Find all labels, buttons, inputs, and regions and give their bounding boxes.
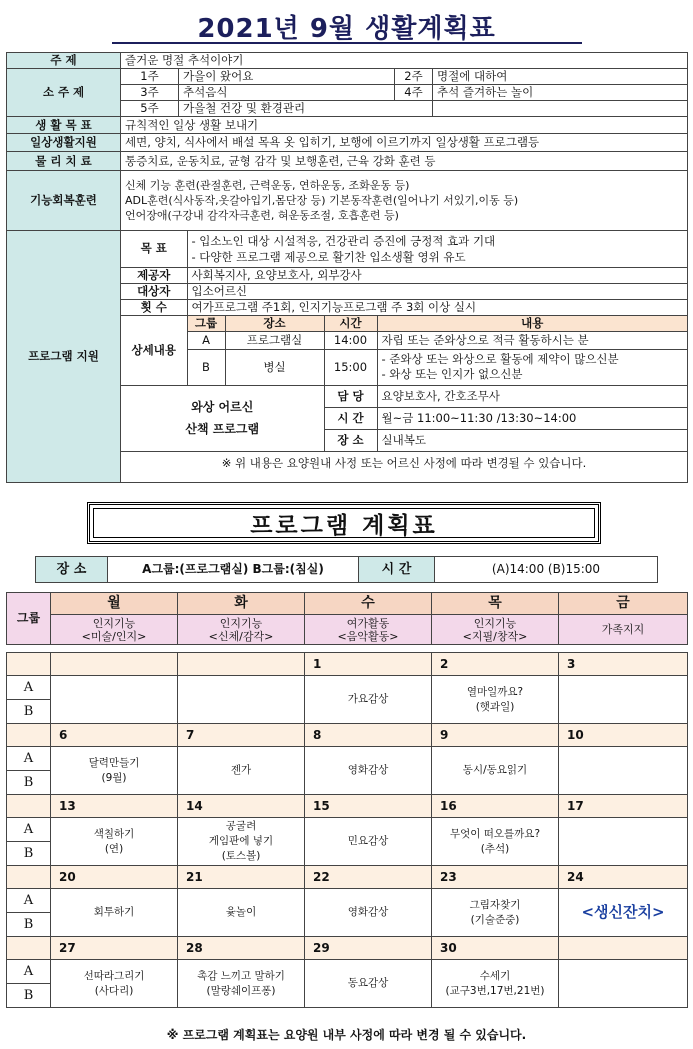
activity-cell	[559, 676, 688, 724]
activity-line: <생신잔치>	[581, 903, 665, 921]
plan-note: ※ 위 내용은 요양원내 사정 또는 어르신 사정에 따라 변경될 수 있습니다.	[121, 451, 687, 475]
program-label: 프로그램 지원	[7, 231, 121, 483]
activity-line: 젠가	[230, 764, 252, 776]
theme-value: 즐거운 명절 추석이야기	[121, 53, 688, 69]
walk-label-line: 산책 프로그램	[185, 422, 260, 436]
activity-cell	[305, 676, 432, 724]
activity-line: 무엇이 떠오를까요?	[449, 827, 541, 840]
activity-cell	[305, 747, 432, 795]
place-value: A그룹:(프로그램실) B그룹:(침실)	[108, 557, 359, 583]
time-value: (A)14:00 (B)15:00	[435, 557, 658, 583]
week-date-spacer	[7, 937, 51, 960]
plan-table	[6, 52, 688, 483]
rehab-label: 기능회복훈련	[7, 171, 121, 231]
subtheme-week: 3주	[121, 85, 179, 101]
footer-note: ※ 프로그램 계획표는 요양원 내부 사정에 따라 변경 될 수 있습니다.	[166, 1028, 527, 1042]
activity-cell	[432, 676, 559, 724]
goal-value: 규칙적인 일상 생활 보내기	[121, 117, 688, 134]
activity-cell	[305, 960, 432, 1008]
rehab-line: 신체 기능 훈련(관절훈련, 근력운동, 연하운동, 조화운동 등)	[125, 179, 410, 192]
program-detail	[121, 231, 688, 483]
place-label: 장 소	[36, 557, 108, 583]
goal-label: 생 활 목 표	[7, 117, 121, 134]
activity-line: 색칠하기	[93, 827, 135, 840]
detail-header-group: 그룹	[187, 315, 225, 331]
activity-line: 가요감상	[347, 693, 389, 705]
detail-header-time: 시간	[324, 315, 377, 331]
detail-label: 상세내용	[121, 315, 187, 385]
day-sub2: <미술/인지>	[81, 629, 147, 643]
activity-line: (추석)	[480, 842, 510, 855]
count-value: 여가프로그램 주1회, 인지기능프로그램 주 3회 이상 실시	[187, 299, 687, 315]
detail-place: 프로그램실	[225, 331, 324, 349]
day-header-fri: 금	[559, 593, 688, 615]
activity-cell	[305, 889, 432, 937]
subtheme-week: 4주	[395, 85, 433, 101]
activity-cell	[432, 960, 559, 1008]
group-b-label: B	[7, 984, 51, 1008]
date-number: 8	[305, 724, 432, 747]
date-number: 9	[432, 724, 559, 747]
group-header: 그룹	[7, 593, 51, 645]
date-number: 17	[559, 795, 688, 818]
walk-row-label: 담 당	[324, 385, 377, 407]
activity-line: 영화감상	[347, 764, 389, 776]
program-inner-table	[121, 231, 687, 475]
activity-line: 동시/동요읽기	[462, 764, 528, 776]
activity-cell	[51, 889, 178, 937]
day-header-tue: 화	[178, 593, 305, 615]
target-value: 입소어르신	[187, 283, 687, 299]
date-number: 13	[51, 795, 178, 818]
date-number: 20	[51, 866, 178, 889]
subtheme-label: 소 주 제	[7, 69, 121, 117]
theme-label: 주 제	[7, 53, 121, 69]
group-a-label: A	[7, 676, 51, 700]
week-date-spacer	[7, 795, 51, 818]
activity-cell	[178, 676, 305, 724]
day-sub1: 인지기능	[92, 616, 136, 630]
day-sub2: <지필/창작>	[462, 629, 528, 643]
activity-cell	[432, 747, 559, 795]
subtheme-week: 2주	[395, 69, 433, 85]
activity-cell	[51, 818, 178, 866]
activity-cell	[559, 747, 688, 795]
activity-line: 게임판에 넣기	[208, 835, 274, 847]
detail-content	[377, 349, 687, 385]
activity-cell	[305, 818, 432, 866]
date-number	[51, 653, 178, 676]
count-label: 횟 수	[121, 299, 187, 315]
goal2-line: - 다양한 프로그램 제공으로 활기찬 입소생활 영위 유도	[191, 249, 466, 264]
day-sub1: 인지기능	[473, 616, 517, 630]
activity-cell	[559, 889, 688, 937]
week-date-spacer	[7, 866, 51, 889]
detail-content-line: - 준와상 또는 와상으로 활동에 제약이 많으신분	[381, 352, 619, 366]
date-number: 3	[559, 653, 688, 676]
detail-content-line: - 와상 또는 인지가 없으신분	[381, 367, 523, 381]
program-calendar	[6, 652, 688, 1008]
activity-line: 수세기	[479, 969, 511, 982]
activity-line: (기술준중)	[470, 913, 520, 926]
activity-line: 동요감상	[347, 977, 389, 989]
activity-cell	[178, 960, 305, 1008]
date-number: 16	[432, 795, 559, 818]
activity-cell	[51, 960, 178, 1008]
activity-line: 선따라그리기	[83, 969, 145, 982]
subtheme-text: 추석음식	[179, 85, 395, 101]
date-number: 2	[432, 653, 559, 676]
detail-group: A	[187, 331, 225, 349]
activity-cell	[51, 747, 178, 795]
date-number: 29	[305, 937, 432, 960]
day-sub1: 여가활동	[346, 616, 390, 630]
walk-row-label: 시 간	[324, 407, 377, 429]
day-sub-tue	[178, 615, 305, 645]
group-b-label: B	[7, 842, 51, 866]
walk-row-value: 요양보호사, 간호조무사	[377, 385, 687, 407]
activity-line: (말랑쉐이프퐁)	[206, 984, 276, 997]
activity-cell	[432, 818, 559, 866]
activity-line: (교구3번,17번,21번)	[445, 984, 545, 997]
goal2-value	[187, 231, 687, 267]
date-number: 28	[178, 937, 305, 960]
activity-line: 촉감 느끼고 말하기	[197, 969, 285, 982]
time-label: 시 간	[359, 557, 435, 583]
detail-header-content: 내용	[377, 315, 687, 331]
activity-cell	[432, 889, 559, 937]
subtheme-text: 추석 즐겨하는 놀이	[433, 85, 688, 101]
activity-cell	[178, 889, 305, 937]
detail-time: 14:00	[324, 331, 377, 349]
detail-time: 15:00	[324, 349, 377, 385]
rehab-value	[121, 171, 688, 231]
rehab-line: ADL훈련(식사동작,옷갈아입기,몸단장 등) 기본동작훈련(일어나기 서있기,이동 등)	[125, 194, 519, 207]
therapy-label: 물 리 치 료	[7, 152, 121, 171]
detail-group: B	[187, 349, 225, 385]
target-label: 대상자	[121, 283, 187, 299]
day-header-wed: 수	[305, 593, 432, 615]
subtheme-week: 1주	[121, 69, 179, 85]
walk-row-label: 장 소	[324, 429, 377, 451]
activity-cell	[559, 960, 688, 1008]
date-number: 21	[178, 866, 305, 889]
day-header-mon: 월	[51, 593, 178, 615]
group-a-label: A	[7, 960, 51, 984]
walk-row-value: 실내복도	[377, 429, 687, 451]
day-sub1: 인지기능	[219, 616, 263, 630]
activity-line: 달력만들기	[88, 756, 140, 769]
goal2-label: 목 표	[121, 231, 187, 267]
group-b-label: B	[7, 913, 51, 937]
activity-line: (사다리)	[94, 984, 134, 997]
place-time-bar	[35, 556, 658, 583]
activity-line: 회투하기	[93, 906, 135, 918]
group-b-label: B	[7, 700, 51, 724]
detail-place: 병실	[225, 349, 324, 385]
activity-line: (연)	[104, 842, 124, 855]
group-b-label: B	[7, 771, 51, 795]
date-number: 27	[51, 937, 178, 960]
activity-cell	[178, 818, 305, 866]
activity-cell	[559, 818, 688, 866]
daily-value: 세면, 양치, 식사에서 배설 목욕 옷 입히기, 보행에 이르기까지 일상생활 프로그램등	[121, 134, 688, 152]
day-sub-thu	[432, 615, 559, 645]
day-sub-wed	[305, 615, 432, 645]
week-date-spacer	[7, 724, 51, 747]
day-sub1: 가족지지	[601, 623, 645, 636]
week-date-spacer	[7, 653, 51, 676]
detail-content: 자립 또는 준와상으로 적극 활동하시는 분	[377, 331, 687, 349]
group-a-label: A	[7, 889, 51, 913]
activity-line: 윷놀이	[225, 906, 257, 918]
date-number: 23	[432, 866, 559, 889]
date-number: 30	[432, 937, 559, 960]
activity-line: (9월)	[101, 771, 127, 784]
rehab-line: 언어장애(구강내 감각자극훈련, 혀운동조절, 호흡훈련 등)	[125, 209, 399, 222]
activity-line: 열마일까요?	[466, 685, 524, 698]
activity-line: (햇과일)	[475, 700, 515, 713]
activity-line: 민요감상	[347, 835, 389, 847]
subtheme-text: 가을철 건강 및 환경관리	[179, 101, 433, 117]
detail-header-place: 장소	[225, 315, 324, 331]
walk-program-label	[121, 385, 324, 451]
subtheme-week: 5주	[121, 101, 179, 117]
page-title: 2021년 9월 생활계획표	[197, 14, 496, 44]
date-number: 7	[178, 724, 305, 747]
goal2-line: - 입소노인 대상 시설적응, 건강관리 증진에 긍정적 효과 기대	[191, 233, 496, 248]
weekday-header	[6, 592, 688, 645]
date-number: 24	[559, 866, 688, 889]
provider-value: 사회복지사, 요양보호사, 외부강사	[187, 267, 687, 283]
date-number: 6	[51, 724, 178, 747]
subtheme-text: 명절에 대하여	[433, 69, 688, 85]
activity-cell	[51, 676, 178, 724]
date-number	[559, 937, 688, 960]
day-sub-fri	[559, 615, 688, 645]
provider-label: 제공자	[121, 267, 187, 283]
walk-row-value: 월~금 11:00~11:30 /13:30~14:00	[377, 407, 687, 429]
date-number: 10	[559, 724, 688, 747]
date-number: 1	[305, 653, 432, 676]
date-number: 14	[178, 795, 305, 818]
activity-cell	[178, 747, 305, 795]
day-sub2: <음악활동>	[337, 629, 399, 643]
day-sub-mon	[51, 615, 178, 645]
walk-label-line: 와상 어르신	[191, 400, 254, 414]
day-sub2: <신체/감각>	[208, 629, 274, 643]
activity-line: 영화감상	[347, 906, 389, 918]
group-a-label: A	[7, 747, 51, 771]
date-number: 22	[305, 866, 432, 889]
date-number	[178, 653, 305, 676]
group-a-label: A	[7, 818, 51, 842]
therapy-value: 통증치료, 운동치료, 균형 감각 및 보행훈련, 근육 강화 훈련 등	[121, 152, 688, 171]
day-header-thu: 목	[432, 593, 559, 615]
daily-label: 일상생활지원	[7, 134, 121, 152]
subtheme-text: 가을이 왔어요	[179, 69, 395, 85]
date-number: 15	[305, 795, 432, 818]
title-underline	[112, 42, 582, 44]
activity-line: 그림자찾기	[469, 898, 521, 911]
program-title: 프로그램 계획표	[87, 502, 601, 544]
activity-line: (토스볼)	[221, 850, 261, 862]
activity-line: 공굴려	[225, 820, 257, 832]
